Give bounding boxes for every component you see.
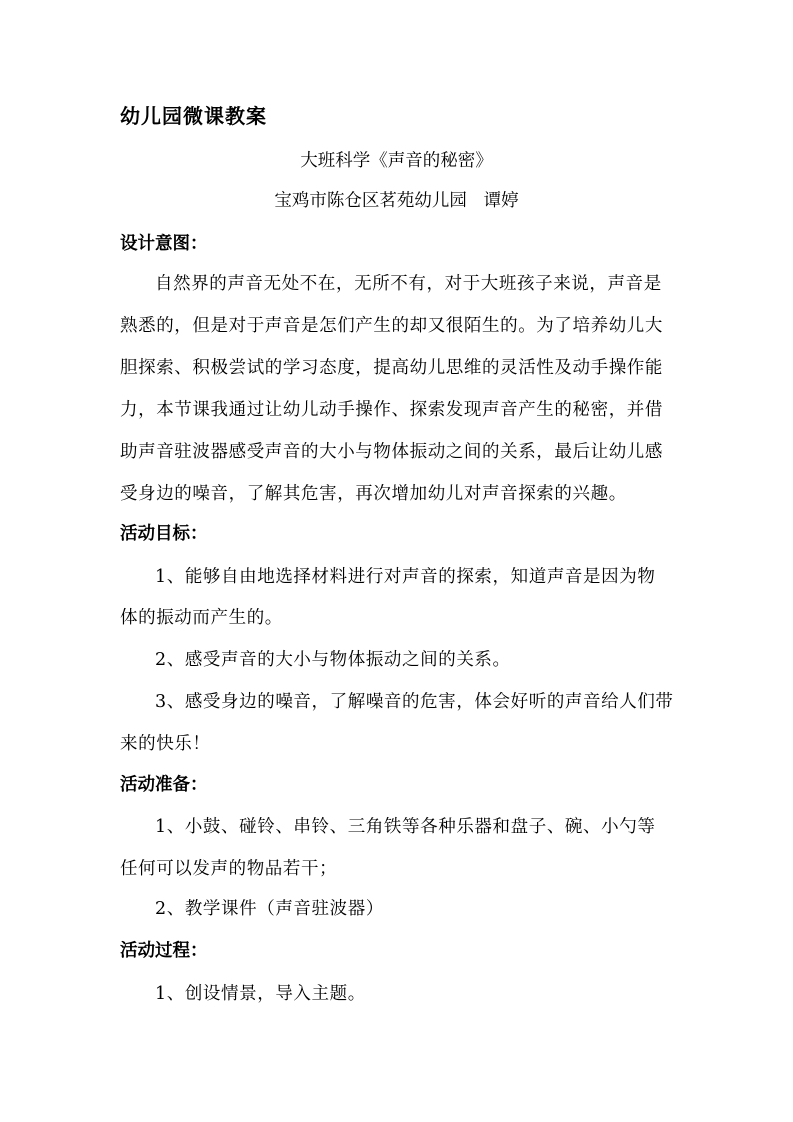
paragraph-line: 助声音驻波器感受声音的大小与物体振动之间的关系，最后让幼儿感 [120,442,663,462]
section-heading-design-intent: 设计意图： [120,234,208,254]
paragraph-line: 1、创设情景，导入主题。 [155,984,366,1004]
document-title: 幼儿园微课教案 [120,104,267,128]
paragraph-line: 力，本节课我通过让幼儿动手操作、探索发现声音产生的秘密，并借 [120,400,663,420]
section-heading-preparation: 活动准备： [120,775,208,795]
paragraph-line: 3、感受身边的噪音，了解噪音的危害，体会好听的声音给人们带 [155,692,674,712]
paragraph-line: 1、小鼓、碰铃、串铃、三角铁等各种乐器和盘子、碗、小勺等 [155,817,656,837]
author-line: 宝鸡市陈仓区茗苑幼儿园 谭婷 [274,191,519,211]
paragraph-line: 2、教学课件（声音驻波器） [155,899,384,919]
paragraph-line: 1、能够自由地选择材料进行对声音的探索，知道声音是因为物 [155,567,656,587]
lesson-subtitle: 大班科学《声音的秘密》 [300,151,493,171]
paragraph-line: 任何可以发声的物品若干； [120,859,338,879]
paragraph-line: 受身边的噪音，了解其危害，再次增加幼儿对声音探索的兴趣。 [120,484,627,504]
paragraph-line: 来的快乐！ [120,734,211,754]
paragraph-line: 体的振动而产生的。 [120,608,283,628]
paragraph-line: 胆探索、积极尝试的学习态度，提高幼儿思维的灵活性及动手操作能 [120,358,663,378]
paragraph-line: 熟悉的，但是对于声音是怎们产生的却又很陌生的。为了培养幼儿大 [120,316,663,336]
section-heading-process: 活动过程： [120,941,208,961]
section-heading-goals: 活动目标： [120,524,208,544]
paragraph-line: 自然界的声音无处不在，无所不有，对于大班孩子来说，声音是 [155,274,662,294]
paragraph-line: 2、感受声音的大小与物体振动之间的关系。 [155,650,511,670]
